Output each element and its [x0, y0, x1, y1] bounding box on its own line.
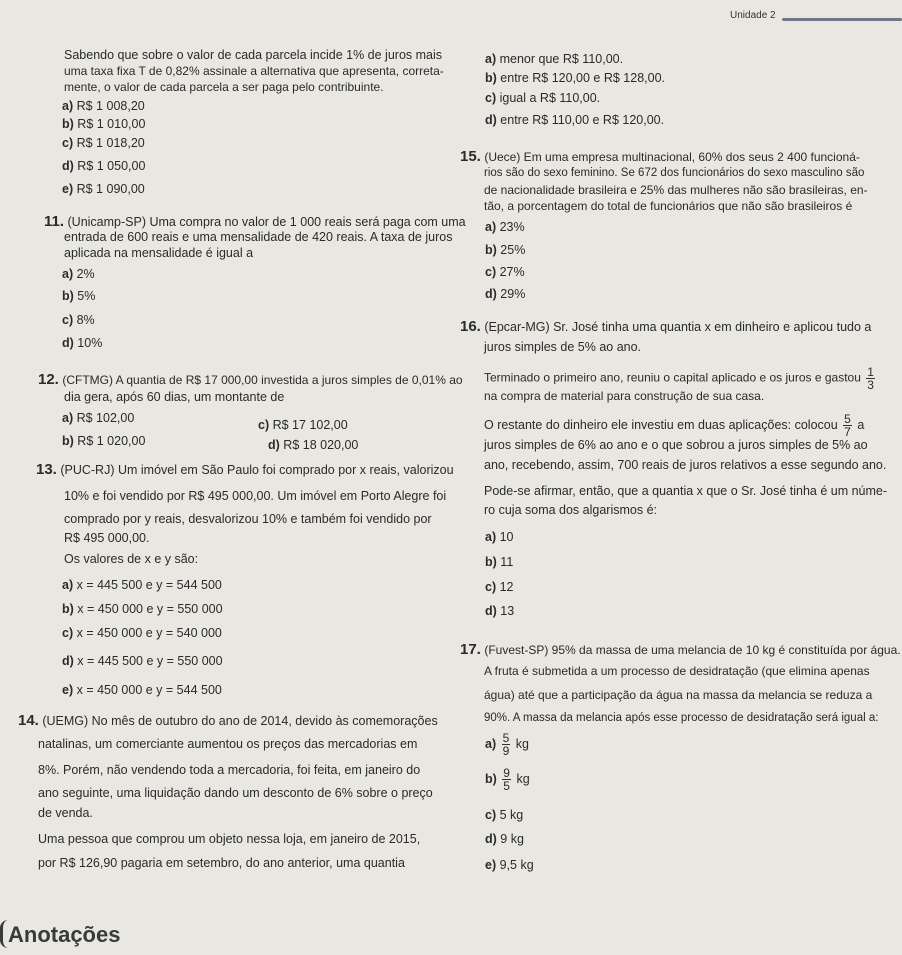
q10-alt-c[interactable]: c) R$ 1 018,20 — [62, 136, 145, 150]
q13-alt-a[interactable]: a) x = 445 500 e y = 544 500 — [62, 578, 222, 592]
q14-stem-3: 8%. Porém, não vendendo toda a mercadoria, foi feita, em janeiro do — [38, 763, 421, 777]
q12-alt-d[interactable]: d) R$ 18 020,00 — [268, 438, 359, 452]
q13-stem-4: R$ 495 000,00. — [64, 531, 150, 545]
q15-stem-2: rios são do sexo feminino. Se 672 dos funcionários do sexo masculino são — [484, 167, 865, 179]
q14-stem-7: por R$ 126,90 pagaria em setembro, do ano anterior, uma quantia — [38, 856, 405, 870]
q12-stem-2: dia gera, após 60 dias, um montante de — [64, 390, 285, 404]
q11-alt-b[interactable]: b) 5% — [62, 289, 96, 303]
q14-alt-c[interactable]: c) igual a R$ 110,00. — [485, 91, 601, 105]
q16-stem-3: Terminado o primeiro ano, reuniu o capital aplicado e os juros e gastou $\frac{1}{3}$ — [484, 365, 874, 392]
q13-alt-d[interactable]: d) x = 445 500 e y = 550 000 — [62, 654, 223, 668]
q14-alt-b[interactable]: b) entre R$ 120,00 e R$ 128,00. — [485, 71, 666, 85]
notes-heading: Anotações — [8, 922, 121, 947]
q11-stem-1: 11. (Unicamp-SP) Uma compra no valor de 1 000 reais será paga com uma — [44, 213, 466, 230]
q14-stem-2: natalinas, um comerciante aumentou os preços das mercadorias em — [38, 737, 418, 751]
q13-alt-e[interactable]: e) x = 450 000 e y = 544 500 — [62, 683, 222, 697]
q11-stem-2: entrada de 600 reais e uma mensalidade de 420 reais. A taxa de juros — [64, 230, 453, 244]
q16-stem-2: juros simples de 5% ao ano. — [484, 340, 642, 354]
unit-header — [690, 8, 902, 28]
q13-stem-3: comprado por y reais, desvalorizou 10% e também foi vendido por — [64, 512, 432, 526]
q17-alt-b[interactable]: b) $\frac{9}{5}$ kg — [485, 766, 530, 793]
q15-stem-3: de nacionalidade brasileira e 25% das mulheres não são brasileiras, en- — [484, 183, 868, 197]
q16-stem-9: ro cuja soma dos algarismos é: — [484, 503, 657, 517]
q10-alt-b[interactable]: b) R$ 1 010,00 — [62, 117, 146, 131]
q14-stem-1: 14. (UEMG) No mês de outubro do ano de 2014, devido às comemorações — [18, 712, 438, 729]
q15-alt-d[interactable]: d) 29% — [485, 287, 526, 301]
q15-stem-4: tão, a porcentagem do total de funcionários que não são brasileiros é — [484, 199, 853, 213]
fraction-five-sevenths: $\frac{5}{7}$ — [844, 412, 851, 439]
q17-alt-a[interactable]: a) $\frac{5}{9}$ kg — [485, 731, 529, 758]
q10-stem-1: Sabendo que sobre o valor de cada parcela incide 1% de juros mais — [64, 48, 443, 62]
q12-alt-a[interactable]: a) R$ 102,00 — [62, 411, 135, 425]
q16-alt-d[interactable]: d) 13 — [485, 604, 515, 618]
q17-alt-c[interactable]: c) 5 kg — [485, 808, 524, 822]
q10-stem-3: mente, o valor de cada parcela a ser paga pelo contribuinte. — [64, 80, 384, 94]
q11-alt-a[interactable]: a) 2% — [62, 267, 95, 281]
q11-alt-c[interactable]: c) 8% — [62, 313, 95, 327]
q10-alt-d[interactable]: d) R$ 1 050,00 — [62, 159, 146, 173]
q12-stem-1: 12. (CFTMG) A quantia de R$ 17 000,00 investida a juros simples de 0,01% ao — [38, 371, 463, 388]
q15-alt-b[interactable]: b) 25% — [485, 243, 526, 257]
q14-alt-a[interactable]: a) menor que R$ 110,00. — [485, 52, 624, 66]
q15-alt-c[interactable]: c) 27% — [485, 265, 525, 279]
q13-stem-1: 13. (PUC-RJ) Um imóvel em São Paulo foi comprado por x reais, valorizou — [36, 461, 454, 478]
fraction-one-third: $\frac{1}{3}$ — [867, 365, 874, 392]
q10-stem-2: uma taxa fixa T de 0,82% assinale a alternativa que apresenta, correta- — [64, 64, 444, 78]
q16-stem-1: 16. (Epcar-MG) Sr. José tinha uma quantia x em dinheiro e aplicou tudo a — [460, 318, 872, 335]
q14-stem-6: Uma pessoa que comprou um objeto nessa loja, em janeiro de 2015, — [38, 832, 421, 846]
q16-stem-4: na compra de material para construção de sua casa. — [484, 389, 765, 403]
q16-alt-c[interactable]: c) 12 — [485, 580, 514, 594]
q16-stem-8: Pode-se afirmar, então, que a quantia x que o Sr. José tinha é um núme- — [484, 484, 888, 498]
q15-alt-a[interactable]: a) 23% — [485, 220, 525, 234]
q12-alt-c[interactable]: c) R$ 17 102,00 — [258, 418, 348, 432]
q11-stem-3: aplicada na mensalidade é igual a — [64, 246, 254, 260]
q11-alt-d[interactable]: d) 10% — [62, 336, 103, 350]
q16-alt-b[interactable]: b) 11 — [485, 555, 514, 569]
q13-stem-5: Os valores de x e y são: — [64, 552, 199, 566]
q16-stem-5: O restante do dinheiro ele investiu em duas aplicações: colocou $\frac{5}{7}$ a — [484, 412, 865, 439]
q14-stem-5: de venda. — [38, 806, 93, 820]
q10-alt-e[interactable]: e) R$ 1 090,00 — [62, 182, 145, 196]
q16-alt-a[interactable]: a) 10 — [485, 530, 514, 544]
q14-stem-4: ano seguinte, uma liquidação dando um desconto de 6% sobre o preço — [38, 786, 433, 800]
q13-alt-b[interactable]: b) x = 450 000 e y = 550 000 — [62, 602, 223, 616]
unit-rule — [782, 18, 902, 21]
unit-label: Unidade 2 — [730, 10, 776, 21]
q17-stem-2: A fruta é submetida a um processo de desidratação (que elimina apenas — [484, 664, 870, 678]
q16-stem-7: ano, recebendo, assim, 700 reais de juros relativos a esse segundo ano. — [484, 458, 887, 472]
q14-alt-d[interactable]: d) entre R$ 110,00 e R$ 120,00. — [485, 113, 665, 127]
q17-alt-d[interactable]: d) 9 kg — [485, 832, 524, 846]
q17-alt-e[interactable]: e) 9,5 kg — [485, 858, 534, 872]
q17-stem-3: água) até que a participação da água na massa da melancia se reduza a — [484, 688, 873, 702]
q16-stem-6: juros simples de 6% ao ano e o que sobrou a juros simples de 5% ao — [484, 438, 868, 452]
q15-stem-1: 15. (Uece) Em uma empresa multinacional, 60% dos seus 2 400 funcioná- — [460, 148, 860, 165]
q17-stem-1: 17. (Fuvest-SP) 95% da massa de uma melancia de 10 kg é constituída por água. — [460, 641, 901, 658]
q10-alt-a[interactable]: a) R$ 1 008,20 — [62, 99, 145, 113]
q12-alt-b[interactable]: b) R$ 1 020,00 — [62, 434, 146, 448]
q13-stem-2: 10% e foi vendido por R$ 495 000,00. Um imóvel em Porto Alegre foi — [64, 489, 447, 503]
q13-alt-c[interactable]: c) x = 450 000 e y = 540 000 — [62, 626, 222, 640]
q17-stem-4: 90%. A massa da melancia após esse processo de desidratação será igual a: — [484, 712, 879, 724]
